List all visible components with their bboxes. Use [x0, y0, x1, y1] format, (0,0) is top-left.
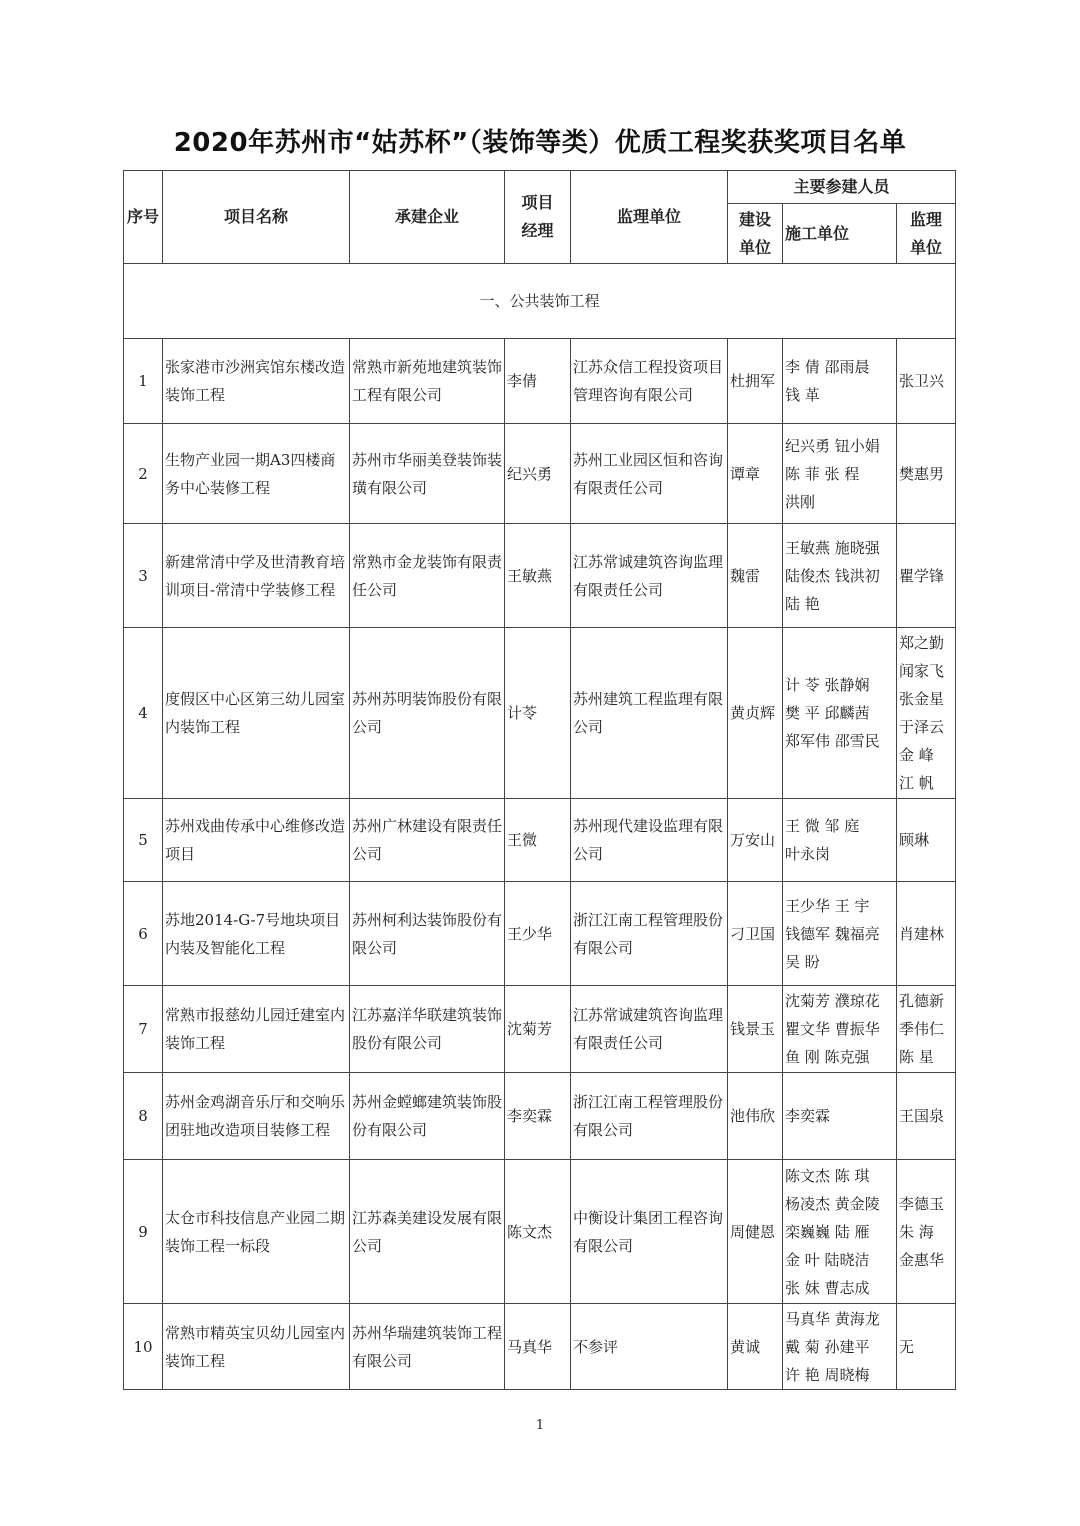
- build-unit-person: 钱景玉: [728, 986, 783, 1073]
- supervision-personnel-line: 于泽云: [899, 718, 945, 736]
- supervision-personnel-line: 王国泉: [899, 1107, 945, 1125]
- supervision-personnel: [897, 1304, 956, 1390]
- supervisor-name: 江苏众信工程投资项目管理咨询有限公司: [571, 339, 728, 424]
- contractor-name: 苏州苏明装饰股份有限公司: [350, 628, 505, 799]
- supervision-personnel-line: 张卫兴: [899, 372, 945, 390]
- project-manager: 李奕霖: [505, 1073, 571, 1160]
- construction-personnel-line: 杨凌杰 黄金陵: [785, 1194, 880, 1213]
- construction-personnel: [783, 799, 897, 882]
- table-row: [124, 424, 956, 524]
- table-row: [124, 986, 956, 1073]
- table-row: [124, 1304, 956, 1390]
- project-name: 苏地2014-G-7号地块项目内装及智能化工程: [163, 882, 350, 986]
- project-name: 苏州戏曲传承中心维修改造项目: [163, 799, 350, 882]
- row-number: 5: [124, 799, 163, 882]
- supervision-personnel: [897, 986, 956, 1073]
- supervisor-name: 浙江江南工程管理股份有限公司: [571, 1073, 728, 1160]
- supervision-personnel-line: 陈 星: [899, 1048, 934, 1066]
- project-manager: 沈菊芳: [505, 986, 571, 1073]
- awards-table: [123, 170, 956, 1390]
- construction-personnel: [783, 882, 897, 986]
- contractor-name: 苏州柯利达装饰股份有限公司: [350, 882, 505, 986]
- build-unit-person: 万安山: [728, 799, 783, 882]
- build-unit-person: 刁卫国: [728, 882, 783, 986]
- supervision-personnel: [897, 424, 956, 524]
- row-number: 3: [124, 524, 163, 628]
- row-number: 8: [124, 1073, 163, 1160]
- construction-personnel-line: 樊 平 邱麟茜: [785, 704, 870, 722]
- supervision-personnel-line: 朱 海: [899, 1222, 934, 1241]
- construction-personnel-line: 钱德军 魏福亮: [785, 924, 880, 943]
- supervision-personnel-line: 金惠华: [899, 1250, 945, 1269]
- supervision-personnel: [897, 1160, 956, 1304]
- construction-personnel-line: 王 微 邹 庭: [785, 817, 860, 835]
- construction-personnel-line: 王少华 王 宇: [785, 896, 870, 915]
- project-name: 常熟市报慈幼儿园迁建室内装饰工程: [163, 986, 350, 1073]
- project-manager: 李倩: [505, 339, 571, 424]
- construction-personnel: [783, 628, 897, 799]
- supervision-personnel-line: 闻家飞: [899, 662, 945, 680]
- construction-personnel-line: 张 妹 曹志成: [785, 1278, 870, 1297]
- construction-personnel-line: 计 苓 张静娴: [785, 676, 870, 694]
- construction-personnel: [783, 424, 897, 524]
- table-row: [124, 524, 956, 628]
- supervision-personnel: [897, 628, 956, 799]
- header-main-personnel: 主要参建人员: [728, 171, 956, 204]
- construction-personnel-line: 许 艳 周晓梅: [785, 1365, 870, 1384]
- header-build-unit: 建设单位: [728, 204, 783, 264]
- supervision-personnel-line: 金 峰: [899, 746, 934, 764]
- build-unit-person: 杜拥军: [728, 339, 783, 424]
- supervision-personnel: [897, 882, 956, 986]
- supervisor-name: 苏州建筑工程监理有限公司: [571, 628, 728, 799]
- construction-personnel-line: 戴 菊 孙建平: [785, 1337, 870, 1356]
- header-supervisor: 监理单位: [571, 171, 728, 264]
- build-unit-person: 黄诚: [728, 1304, 783, 1390]
- construction-personnel-line: 陆俊杰 钱洪初: [785, 566, 880, 585]
- project-manager: 王少华: [505, 882, 571, 986]
- project-name: 度假区中心区第三幼儿园室内装饰工程: [163, 628, 350, 799]
- project-manager: 纪兴勇: [505, 424, 571, 524]
- construction-personnel-line: 金 叶 陆晓洁: [785, 1250, 870, 1269]
- supervisor-name: 江苏常诚建筑咨询监理有限责任公司: [571, 986, 728, 1073]
- construction-personnel-line: 叶永岗: [785, 845, 831, 863]
- supervision-personnel: [897, 1073, 956, 1160]
- table-row: [124, 882, 956, 986]
- supervisor-name: 不参评: [571, 1304, 728, 1390]
- supervisor-name: 苏州现代建设监理有限公司: [571, 799, 728, 882]
- construction-personnel: [783, 1073, 897, 1160]
- build-unit-person: 魏雷: [728, 524, 783, 628]
- contractor-name: 苏州华瑞建筑装饰工程有限公司: [350, 1304, 505, 1390]
- contractor-name: 苏州广林建设有限责任公司: [350, 799, 505, 882]
- header-contractor: 承建企业: [350, 171, 505, 264]
- supervisor-name: 江苏常诚建筑咨询监理有限责任公司: [571, 524, 728, 628]
- supervision-personnel-line: 李德玉: [899, 1194, 945, 1213]
- header-construction-unit: 施工单位: [783, 204, 897, 264]
- construction-personnel-line: 栾巍巍 陆 雁: [785, 1222, 870, 1241]
- construction-personnel-line: 钱 革: [785, 386, 820, 404]
- construction-personnel-line: 李 倩 邵雨晨: [785, 358, 870, 376]
- construction-personnel-line: 陈文杰 陈 琪: [785, 1166, 870, 1185]
- table-row: [124, 1073, 956, 1160]
- project-name: 新建常清中学及世清教育培训项目-常清中学装修工程: [163, 524, 350, 628]
- contractor-name: 江苏嘉洋华联建筑装饰股份有限公司: [350, 986, 505, 1073]
- supervision-personnel-line: 江 帆: [899, 774, 934, 792]
- project-manager: 王微: [505, 799, 571, 882]
- contractor-name: 苏州金螳螂建筑装饰股份有限公司: [350, 1073, 505, 1160]
- row-number: 2: [124, 424, 163, 524]
- contractor-name: 常熟市金龙装饰有限责任公司: [350, 524, 505, 628]
- header-project: 项目名称: [163, 171, 350, 264]
- table-body: [124, 264, 956, 1390]
- construction-personnel-line: 马真华 黄海龙: [785, 1309, 880, 1328]
- header-supervision-unit: 监理单位: [897, 204, 956, 264]
- page-number: 1: [535, 1418, 545, 1433]
- construction-personnel-line: 王敏燕 施晓强: [785, 538, 880, 557]
- row-number: 1: [124, 339, 163, 424]
- project-name: 苏州金鸡湖音乐厅和交响乐团驻地改造项目装修工程: [163, 1073, 350, 1160]
- construction-personnel-line: 瞿文华 曹振华: [785, 1020, 880, 1038]
- row-number: 6: [124, 882, 163, 986]
- construction-personnel: [783, 1160, 897, 1304]
- supervisor-name: 中衡设计集团工程咨询有限公司: [571, 1160, 728, 1304]
- construction-personnel-line: 郑军伟 邵雪民: [785, 732, 880, 750]
- project-name: 太仓市科技信息产业园二期装饰工程一标段: [163, 1160, 350, 1304]
- construction-personnel-line: 纪兴勇 钮小娟: [785, 436, 880, 455]
- supervision-personnel-line: 瞿学锋: [899, 566, 945, 585]
- row-number: 10: [124, 1304, 163, 1390]
- supervision-personnel-line: 无: [899, 1337, 915, 1356]
- header-index: 序号: [124, 171, 163, 264]
- supervision-personnel: [897, 339, 956, 424]
- build-unit-person: 池伟欣: [728, 1073, 783, 1160]
- project-name: 生物产业园一期A3四楼商务中心装修工程: [163, 424, 350, 524]
- build-unit-person: 周健恩: [728, 1160, 783, 1304]
- build-unit-person: 谭章: [728, 424, 783, 524]
- construction-personnel-line: 沈菊芳 濮琼花: [785, 992, 880, 1010]
- supervisor-name: 浙江江南工程管理股份有限公司: [571, 882, 728, 986]
- build-unit-person: 黄贞辉: [728, 628, 783, 799]
- row-number: 7: [124, 986, 163, 1073]
- construction-personnel-line: 鱼 刚 陈克强: [785, 1048, 870, 1066]
- table-row: [124, 799, 956, 882]
- construction-personnel-line: 李奕霖: [785, 1107, 831, 1125]
- section-heading: 一、公共装饰工程: [124, 264, 956, 339]
- supervision-personnel-line: 肖建林: [899, 924, 945, 943]
- table-row: [124, 628, 956, 799]
- project-manager: 计苓: [505, 628, 571, 799]
- header-manager: 项目经理: [505, 171, 571, 264]
- project-manager: 陈文杰: [505, 1160, 571, 1304]
- construction-personnel: [783, 986, 897, 1073]
- construction-personnel-line: 陈 菲 张 程: [785, 464, 860, 483]
- supervision-personnel: [897, 799, 956, 882]
- document-title: 2020年苏州市“姑苏杯”（装饰等类）优质工程奖获奖项目名单: [173, 128, 907, 158]
- contractor-name: 常熟市新苑地建筑装饰工程有限公司: [350, 339, 505, 424]
- construction-personnel: [783, 339, 897, 424]
- construction-personnel-line: 洪刚: [785, 492, 816, 511]
- project-manager: 马真华: [505, 1304, 571, 1390]
- supervision-personnel-line: 顾琳: [899, 831, 930, 849]
- supervision-personnel-line: 郑之勤: [899, 634, 945, 652]
- supervision-personnel-line: 樊惠男: [899, 464, 945, 483]
- project-manager: 王敏燕: [505, 524, 571, 628]
- construction-personnel-line: 吴 盼: [785, 952, 820, 971]
- construction-personnel: [783, 524, 897, 628]
- table-row: [124, 339, 956, 424]
- project-name: 张家港市沙洲宾馆东楼改造装饰工程: [163, 339, 350, 424]
- contractor-name: 苏州市华丽美登装饰装璜有限公司: [350, 424, 505, 524]
- row-number: 9: [124, 1160, 163, 1304]
- supervisor-name: 苏州工业园区恒和咨询有限责任公司: [571, 424, 728, 524]
- row-number: 4: [124, 628, 163, 799]
- supervision-personnel: [897, 524, 956, 628]
- supervision-personnel-line: 孔德新: [899, 992, 945, 1010]
- supervision-personnel-line: 张金星: [899, 690, 945, 708]
- table-row: [124, 1160, 956, 1304]
- contractor-name: 江苏森美建设发展有限公司: [350, 1160, 505, 1304]
- project-name: 常熟市精英宝贝幼儿园室内装饰工程: [163, 1304, 350, 1390]
- construction-personnel: [783, 1304, 897, 1390]
- supervision-personnel-line: 季伟仁: [899, 1020, 945, 1038]
- construction-personnel-line: 陆 艳: [785, 594, 820, 613]
